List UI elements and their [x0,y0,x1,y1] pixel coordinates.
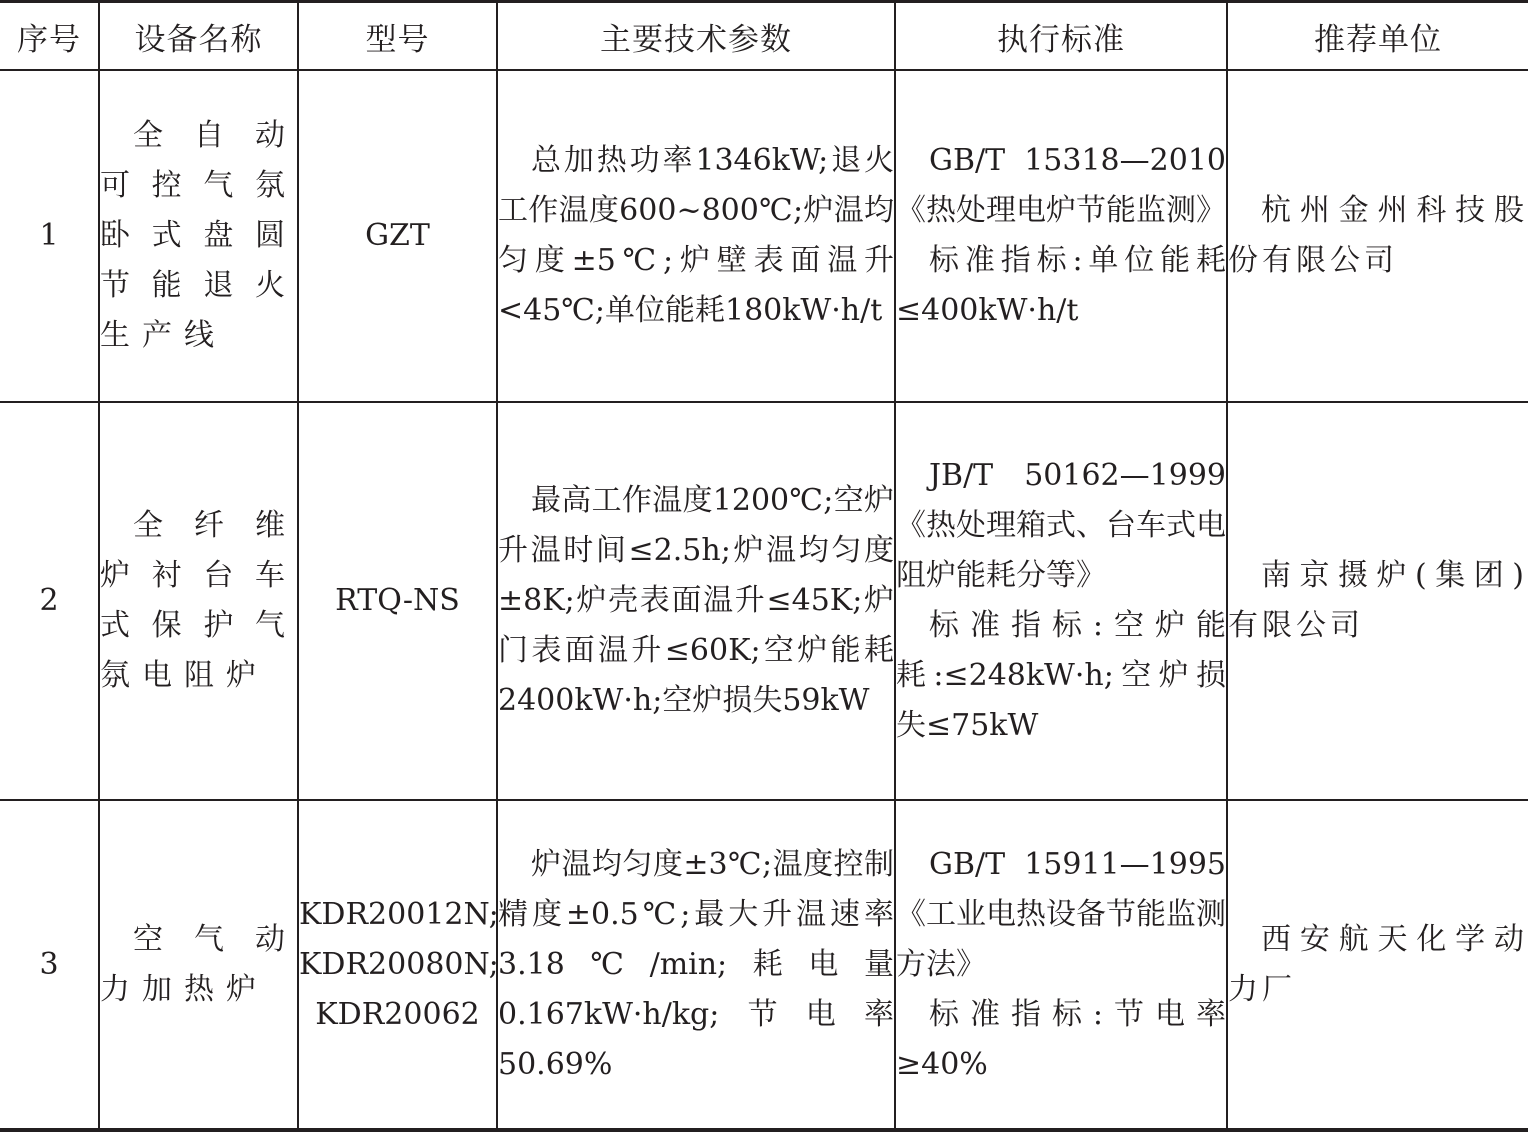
params-text: 总加热功率1346kW;退火工作温度600~800℃;炉温均匀度±5℃;炉壁表面温升<45℃;单位能耗180kW·h/t [498,143,894,328]
standard-index-text: 标准指标:节电率≥40% [896,996,1226,1082]
cell-serial: 1 [0,70,99,402]
cell-params [497,800,895,1130]
cell-device-name [99,70,298,402]
standard-text: GB/T 15318—2010《热处理电炉节能监测》 [896,143,1226,228]
header-serial: 序号 [0,2,99,71]
cell-standard [895,402,1227,800]
unit-text: 西安航天化学动力厂 [1228,921,1528,1007]
cell-unit [1227,402,1528,800]
cell-standard [895,70,1227,402]
standard-text: JB/T 50162—1999《热处理箱式、台车式电阻炉能耗分等》 [896,458,1226,593]
device-name-text: 全纤维炉衬台车式保护气氛电阻炉 [100,508,297,693]
standard-index-text: 标准指标:单位能耗≤400kW·h/t [896,243,1226,328]
table-row [0,402,1528,800]
header-params: 主要技术参数 [497,2,895,71]
params-text: 炉温均匀度±3℃;温度控制精度±0.5℃;最大升温速率3.18℃/min;耗电量0.167kW·h/kg;节电率50.69% [498,846,894,1082]
unit-text: 南京摄炉(集团)有限公司 [1228,558,1528,643]
cell-serial: 3 [0,800,99,1130]
table-row [0,70,1528,402]
header-device-name: 设备名称 [99,2,298,71]
cell-unit [1227,800,1528,1130]
model-line: KDR20062 [315,996,480,1032]
model-line: KDR20080N; [299,946,499,982]
unit-text: 杭州金州科技股份有限公司 [1228,193,1528,278]
model-line: KDR20012N; [299,896,499,932]
standard-text: GB/T 15911—1995《工业电热设备节能监测方法》 [896,846,1226,982]
params-text: 最高工作温度1200℃;空炉升温时间≤2.5h;炉温均匀度±8K;炉壳表面温升≤45K;炉门表面温升≤60K;空炉能耗2400kW·h;空炉损失59kW [498,483,894,718]
device-name-text: 全自动可控气氛卧式盘圆节能退火生产线 [100,118,297,353]
cell-unit [1227,70,1528,402]
header-row [0,2,1528,71]
cell-model: GZT [298,70,497,402]
header-model: 型号 [298,2,497,71]
device-name-text: 空气动力加热炉 [100,921,297,1007]
cell-model [298,800,497,1130]
cell-device-name [99,402,298,800]
cell-params [497,70,895,402]
cell-serial: 2 [0,402,99,800]
cell-model: RTQ-NS [298,402,497,800]
cell-device-name [99,800,298,1130]
header-standard: 执行标准 [895,2,1227,71]
cell-params [497,402,895,800]
header-unit: 推荐单位 [1227,2,1528,71]
table-row [0,800,1528,1130]
cell-standard [895,800,1227,1130]
standard-index-text: 标准指标:空炉能耗:≤248kW·h;空炉损失≤75kW [896,608,1226,743]
